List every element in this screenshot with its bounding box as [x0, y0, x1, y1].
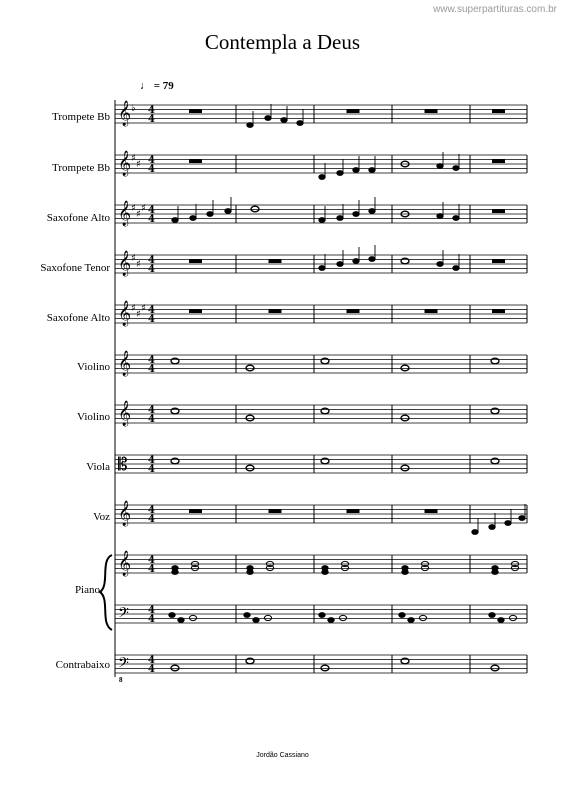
- bass-note: [169, 613, 175, 618]
- bass-note: [328, 618, 334, 623]
- instrument-label: Violino: [77, 361, 110, 373]
- time-signature-bottom: 4: [148, 514, 155, 525]
- whole-rest: [425, 310, 437, 313]
- instrument-label: Piano: [74, 584, 100, 596]
- key-signature-icon: ♯: [136, 259, 141, 270]
- key-signature-icon: ♯: [131, 153, 136, 164]
- whole-rest: [347, 110, 359, 113]
- time-signature-top: 4: [148, 605, 155, 616]
- time-signature-top: 4: [148, 205, 155, 216]
- quarter-note: [297, 121, 303, 126]
- instrument-label: Contrabaixo: [55, 659, 110, 671]
- quarter-note: [453, 166, 459, 171]
- key-signature-icon: ♯: [136, 209, 141, 220]
- time-signature-bottom: 4: [148, 664, 155, 675]
- quarter-note: [489, 525, 495, 530]
- time-signature-bottom: 4: [148, 364, 155, 375]
- key-signature-icon: ♭: [131, 103, 136, 114]
- whole-rest: [425, 510, 437, 513]
- quarter-note: [519, 516, 525, 521]
- key-signature-icon: ♯: [136, 309, 141, 320]
- whole-note: [401, 415, 409, 421]
- instrument-label: Violino: [77, 411, 110, 423]
- whole-note: [246, 465, 254, 471]
- clef-icon: 𝄞: [118, 201, 132, 226]
- whole-note: [401, 658, 409, 664]
- whole-rest: [493, 160, 505, 163]
- whole-rest: [190, 110, 202, 113]
- instrument-label: Trompete Bb: [52, 162, 110, 174]
- staff: [115, 150, 527, 176]
- clef-icon: 𝄢: [118, 655, 129, 675]
- quarter-note: [319, 175, 325, 180]
- whole-rest: [190, 510, 202, 513]
- chord-note: [402, 570, 408, 575]
- quarter-note: [369, 257, 375, 262]
- tempo-marking: ♩ = 79: [140, 80, 174, 92]
- time-signature-top: 4: [148, 655, 155, 666]
- whole-note: [491, 665, 499, 671]
- time-signature-top: 4: [148, 305, 155, 316]
- key-signature-icon: ♯: [131, 203, 136, 214]
- quarter-note: [337, 262, 343, 267]
- time-signature-bottom: 4: [148, 414, 155, 425]
- quarter-note: [453, 216, 459, 221]
- time-signature-top: 4: [148, 455, 155, 466]
- clef-icon: 𝄞: [118, 551, 132, 576]
- quarter-note: [225, 209, 231, 214]
- time-signature-bottom: 4: [148, 464, 155, 475]
- time-signature-top: 4: [148, 355, 155, 366]
- quarter-note: [281, 118, 287, 123]
- quarter-note: [337, 171, 343, 176]
- bass-note: [489, 613, 495, 618]
- bass-note: [399, 613, 405, 618]
- bass-note: [419, 615, 426, 620]
- clef-icon: 𝄞: [118, 251, 132, 276]
- whole-rest: [190, 160, 202, 163]
- staff: [115, 300, 527, 326]
- quarter-note: [319, 218, 325, 223]
- clef-icon: 𝄢: [118, 605, 129, 625]
- quarter-note: [172, 218, 178, 223]
- whole-note: [246, 365, 254, 371]
- whole-rest: [347, 510, 359, 513]
- quarter-note: [319, 266, 325, 271]
- bass-note: [253, 618, 259, 623]
- key-signature-icon: ♯: [131, 253, 136, 264]
- bass-note: [509, 615, 516, 620]
- instrument-label: Viola: [86, 461, 110, 473]
- clef-icon: 𝄞: [118, 151, 132, 176]
- chord-note: [247, 570, 253, 575]
- time-signature-top: 4: [148, 155, 155, 166]
- clef-icon: 𝄞: [118, 501, 132, 526]
- whole-rest: [190, 260, 202, 263]
- quarter-note: [207, 212, 213, 217]
- quarter-note: [369, 168, 375, 173]
- clef-icon: 𝄞: [118, 301, 132, 326]
- key-signature-icon: ♯: [141, 303, 146, 314]
- chord-note: [172, 570, 178, 575]
- time-signature-top: 4: [148, 255, 155, 266]
- chord-note: [322, 570, 328, 575]
- time-signature-bottom: 4: [148, 614, 155, 625]
- measure-number: 8: [119, 676, 123, 684]
- whole-rest: [493, 260, 505, 263]
- instrument-label: Saxofone Alto: [46, 312, 110, 324]
- piano-brace: [100, 555, 112, 630]
- whole-note: [321, 665, 329, 671]
- time-signature-bottom: 4: [148, 264, 155, 275]
- whole-rest: [493, 210, 505, 213]
- whole-rest: [269, 310, 281, 313]
- staff: [115, 250, 527, 276]
- whole-note: [491, 358, 499, 364]
- quarter-note: [353, 259, 359, 264]
- time-signature-bottom: 4: [148, 214, 155, 225]
- quarter-note: [353, 168, 359, 173]
- bass-note: [319, 613, 325, 618]
- whole-note: [246, 658, 254, 664]
- whole-note: [491, 458, 499, 464]
- quarter-note: [190, 216, 196, 221]
- whole-note: [491, 408, 499, 414]
- whole-note: [401, 365, 409, 371]
- clef-icon: 𝄞: [118, 401, 132, 426]
- quarter-note: [369, 209, 375, 214]
- whole-rest: [493, 110, 505, 113]
- whole-note: [171, 458, 179, 464]
- bass-note: [264, 615, 271, 620]
- time-signature-bottom: 4: [148, 114, 155, 125]
- whole-note: [321, 358, 329, 364]
- whole-note: [171, 665, 179, 671]
- instrument-label: Trompete Bb: [52, 111, 110, 123]
- whole-note: [251, 206, 259, 212]
- time-signature-bottom: 4: [148, 564, 155, 575]
- bass-note: [408, 618, 414, 623]
- bass-note: [498, 618, 504, 623]
- whole-note: [321, 408, 329, 414]
- bass-note: [244, 613, 250, 618]
- whole-note: [321, 458, 329, 464]
- quarter-note: [247, 123, 253, 128]
- clef-icon: 𝄡: [118, 455, 128, 475]
- quarter-note: [437, 262, 443, 267]
- quarter-note: [437, 214, 443, 219]
- key-signature-icon: ♯: [136, 159, 141, 170]
- clef-icon: 𝄞: [118, 351, 132, 376]
- quarter-note: [353, 212, 359, 217]
- time-signature-bottom: 4: [148, 164, 155, 175]
- staff: [115, 500, 527, 526]
- chord-note: [492, 570, 498, 575]
- bass-note: [339, 615, 346, 620]
- whole-note: [171, 358, 179, 364]
- quarter-note: [472, 530, 478, 535]
- whole-rest: [347, 310, 359, 313]
- instrument-label: Voz: [93, 511, 110, 523]
- whole-rest: [190, 310, 202, 313]
- whole-rest: [269, 510, 281, 513]
- bass-note: [178, 618, 184, 623]
- time-signature-top: 4: [148, 505, 155, 516]
- instrument-label: Saxofone Alto: [46, 212, 110, 224]
- time-signature-top: 4: [148, 555, 155, 566]
- key-signature-icon: ♯: [141, 203, 146, 214]
- bass-note: [189, 615, 196, 620]
- quarter-note: [265, 116, 271, 121]
- staff: [115, 100, 527, 126]
- whole-note: [401, 258, 409, 264]
- whole-rest: [269, 260, 281, 263]
- instrument-label: Saxofone Tenor: [40, 262, 110, 274]
- whole-rest: [493, 310, 505, 313]
- whole-note: [171, 408, 179, 414]
- clef-icon: 𝄞: [118, 101, 132, 126]
- whole-rest: [425, 110, 437, 113]
- quarter-note: [505, 521, 511, 526]
- whole-note: [246, 415, 254, 421]
- composer-footer: Jordão Cassiano: [256, 752, 309, 759]
- time-signature-bottom: 4: [148, 314, 155, 325]
- whole-note: [401, 465, 409, 471]
- page-title: Contempla a Deus: [204, 30, 361, 54]
- key-signature-icon: ♯: [131, 303, 136, 314]
- time-signature-top: 4: [148, 405, 155, 416]
- time-signature-top: 4: [148, 105, 155, 116]
- quarter-note: [437, 164, 443, 169]
- quarter-note: [337, 216, 343, 221]
- quarter-note: [453, 266, 459, 271]
- watermark[interactable]: www.superpartituras.com.br: [433, 4, 557, 15]
